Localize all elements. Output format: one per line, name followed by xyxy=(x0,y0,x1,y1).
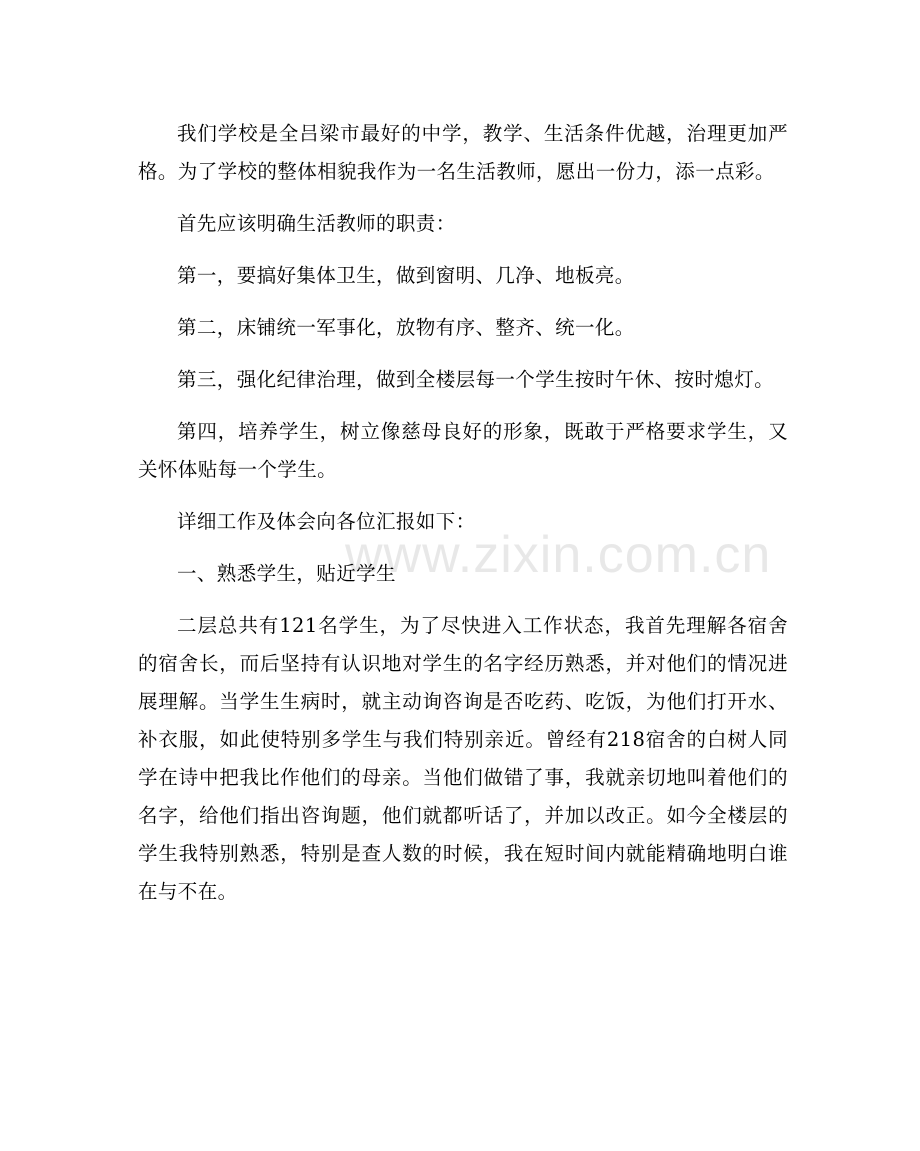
paragraph-school-intro: 我们学校是全吕梁市最好的中学，教学、生活条件优越，治理更加严格。为了学校的整体相貌我作为一名生活教师，愿出一份力，添一点彩。 xyxy=(138,122,788,183)
paragraph-duty-one: 第一，要搞好集体卫生，做到窗明、几净、地板亮。 xyxy=(177,264,635,287)
paragraph-report-intro: 详细工作及体会向各位汇报如下： xyxy=(177,510,476,533)
paragraph-section-one-body: 二层总共有121名学生，为了尽快进入工作状态，我首先理解各宿舍的宿舍长，而后坚持有认识地对学生的名字经历熟悉，并对他们的情况进展理解。当学生生病时，就主动询咨询是否吃药、吃饭，为他们打开水、补衣服，如此使特别多学生与我们特别亲近。曾经有218宿舍的白树人同学在诗中把我比作他们的母亲。当他们做错了事，我就亲切地叫着他们的名字，给他们指出咨询题，他们就都听话了，并加以改正。如今全楼层的学生我特别熟悉，特别是查人数的时候，我在短时间内就能精确地明白谁在与不在。 xyxy=(138,614,788,903)
document-body xyxy=(138,115,788,925)
section-heading-one: 一、熟悉学生，贴近学生 xyxy=(177,562,396,585)
paragraph-duties-heading: 首先应该明确生活教师的职责： xyxy=(177,212,456,235)
paragraph-duty-four: 第四，培养学生，树立像慈母良好的形象，既敢于严格要求学生，又关怀体贴每一个学生。 xyxy=(138,420,788,481)
paragraph-duty-three: 第三，强化纪律治理，做到全楼层每一个学生按时午休、按时熄灯。 xyxy=(177,368,775,391)
paragraph-duty-two: 第二，床铺统一军事化，放物有序、整齐、统一化。 xyxy=(177,316,635,339)
watermark: www.zixin.com.cn xyxy=(345,526,772,584)
